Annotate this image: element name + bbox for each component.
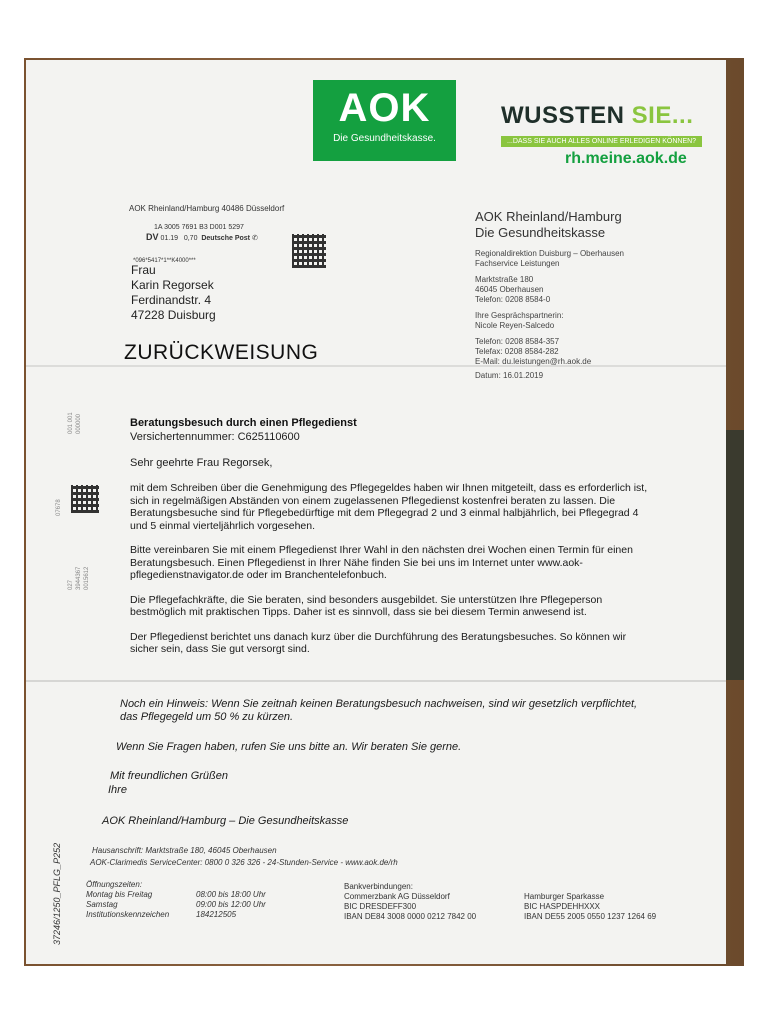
closing-yours: Ihre <box>108 784 127 796</box>
notice-paragraph: Noch ein Hinweis: Wenn Sie zeitnah keinen Beratungsbesuch nachweisen, sind wir gesetzlich verpflichtet, das Pflegegeld um 50 % zu kürzen. <box>120 698 638 723</box>
hours-label: Öffnungszeiten: <box>86 880 143 889</box>
postage-carrier: Deutsche Post <box>201 235 250 242</box>
hours-saturday-label: Samstag <box>86 900 118 909</box>
closing-regards: Mit freundlichen Grüßen <box>110 770 228 782</box>
reference-code: *096*5417*1**K4000*** <box>133 258 196 264</box>
org-tagline: Die Gesundheitskasse <box>475 225 606 240</box>
side-code: 000000 <box>76 413 82 434</box>
recipient-name: Karin Regorsek <box>131 278 214 292</box>
bank1-name: Commerzbank AG Düsseldorf <box>344 892 450 901</box>
logo-subtitle: Die Gesundheitskasse. <box>333 133 436 144</box>
org-street: Marktstraße 180 <box>475 275 534 284</box>
recipient-address <box>131 263 216 323</box>
contact-fax: Telefax: 0208 8584-282 <box>475 347 559 356</box>
logo-word: AOK <box>338 86 431 130</box>
questions-paragraph: Wenn Sie Fragen haben, rufen Sie uns bitte an. Wir beraten Sie gerne. <box>116 741 462 753</box>
org-city: 46045 Oberhausen <box>475 285 544 294</box>
footer-bank1 <box>344 882 476 922</box>
bank2-iban: IBAN DE55 2005 0550 1237 1264 69 <box>524 912 657 921</box>
side-code: 07678 <box>56 499 62 516</box>
footer-bank2 <box>524 892 656 922</box>
letter-body <box>130 482 650 668</box>
promo-headline-dark: WUSSTEN <box>501 102 632 129</box>
bank2-bic: BIC HASPDEHHXXX <box>524 902 601 911</box>
bank2-name: Hamburger Sparkasse <box>524 892 605 901</box>
footer-hours <box>86 880 266 920</box>
recipient-salutation: Frau <box>131 263 156 277</box>
ik-value: 184212505 <box>196 910 237 919</box>
paragraph: Bitte vereinbaren Sie mit einem Pflegedienst Ihrer Wahl in den nächsten drei Wochen einen Termin für einen Beratungsbesuch. Einen Pflegedienst in Ihrer Nähe finden Sie bei uns im Internet unter www.aok-pflegedienstnavigator.de oder im Branchentelefonbuch. <box>130 544 633 581</box>
letter-page <box>26 60 726 964</box>
promo-headline-green: SIE... <box>631 102 694 129</box>
footer-address: Hausanschrift: Marktstraße 180, 46045 Oberhausen <box>92 846 277 855</box>
letter-subject: Beratungsbesuch durch einen Pflegedienst <box>130 417 357 429</box>
org-block <box>475 209 624 381</box>
ik-label: Institutionskennzeichen <box>86 910 170 919</box>
org-region: Regionaldirektion Duisburg – Oberhausen <box>475 249 624 258</box>
bank1-iban: IBAN DE84 3008 0000 0212 7842 00 <box>344 912 477 921</box>
side-code: 001 001 <box>68 412 74 434</box>
org-service: Fachservice Leistungen <box>475 259 560 268</box>
aok-logo <box>313 80 456 161</box>
recipient-city: 47228 Duisburg <box>131 308 216 322</box>
contact-phone: Telefon: 0208 8584-357 <box>475 337 560 346</box>
matrix-code-icon <box>71 485 99 513</box>
postage-dv-date: 01.19 <box>160 235 178 242</box>
promo-url: rh.meine.aok.de <box>565 150 687 167</box>
footer-service-center: AOK-Clarimedis ServiceCenter: 0800 0 326 326 - 24-Stunden-Service - www.aok.de/rh <box>90 858 398 867</box>
letter-greeting: Sehr geehrte Frau Regorsek, <box>130 457 273 469</box>
postage-info <box>146 232 258 242</box>
rejection-stamp: ZURÜCKWEISUNG <box>124 341 319 364</box>
insurance-number: Versichertennummer: C625110600 <box>130 431 300 443</box>
contact-name: Nicole Reyen-Salcedo <box>475 321 555 330</box>
postage-dv-label: DV <box>146 232 159 242</box>
qr-code-icon <box>292 234 326 268</box>
signature: AOK Rheinland/Hamburg – Die Gesundheitskasse <box>102 815 349 827</box>
promo-banner <box>501 102 702 168</box>
bank1-bic: BIC DRESDEFF300 <box>344 902 417 911</box>
paragraph: Die Pflegefachkräfte, die Sie beraten, sind besonders ausgebildet. Sie unterstützen Ihre Pflegeperson bestmöglich mit praktischen Tipps. Daher ist es sinnvoll, dass sie bei diesem Termin anwesend ist. <box>130 593 603 618</box>
hours-saturday-value: 09:00 bis 12:00 Uhr <box>196 900 266 909</box>
recipient-street: Ferdinandstr. 4 <box>131 293 212 307</box>
postage-amount: 0,70 <box>183 235 198 242</box>
org-name: AOK Rheinland/Hamburg <box>475 209 622 224</box>
hours-weekday-value: 08:00 bis 18:00 Uhr <box>196 890 266 899</box>
side-code: 027 <box>68 579 74 590</box>
vertical-form-code: 37246/1250_PFLG_P252 <box>52 842 62 945</box>
sender-line: AOK Rheinland/Hamburg 40486 Düsseldorf <box>129 204 285 213</box>
side-code: 0015612 <box>84 566 90 590</box>
contact-email: E-Mail: du.leistungen@rh.aok.de <box>475 357 592 366</box>
side-code: 3944367 <box>76 566 82 590</box>
postage-code: 1A 3005 7691 B3 D001 5297 <box>154 224 244 231</box>
fold-line <box>26 680 726 682</box>
contact-label: Ihre Gesprächspartnerin: <box>475 311 564 320</box>
paragraph: Der Pflegedienst berichtet uns danach kurz über die Durchführung des Beratungsbesuches. So können wir sicher sein, dass Sie gut versorgt sind. <box>130 630 627 655</box>
paragraph: mit dem Schreiben über die Genehmigung des Pflegegeldes haben wir Ihnen mitgeteilt, dass es erforderlich ist, sich in regelmäßigen Abständen von einem zugelassenen Pflegedienst kostenfrei beraten zu lassen. Die Beratungsbesuche sind für Pflegebedürftige mit dem Pflegegrad 2 und 3 einmal halbjährlich, bei Pflegegrad 4 und 5 einmal vierteljährlich vorgesehen. <box>130 482 648 532</box>
promo-tagline: ...DASS SIE AUCH ALLES ONLINE ERLEDIGEN KÖNNEN? <box>501 136 702 147</box>
deutsche-post-horn-icon: ✆ <box>251 235 258 242</box>
letter-date: Datum: 16.01.2019 <box>475 371 544 380</box>
hours-weekday-label: Montag bis Freitag <box>86 890 153 899</box>
promo-headline <box>501 102 702 130</box>
org-phone: Telefon: 0208 8584-0 <box>475 295 551 304</box>
bank-label: Bankverbindungen: <box>344 882 413 891</box>
